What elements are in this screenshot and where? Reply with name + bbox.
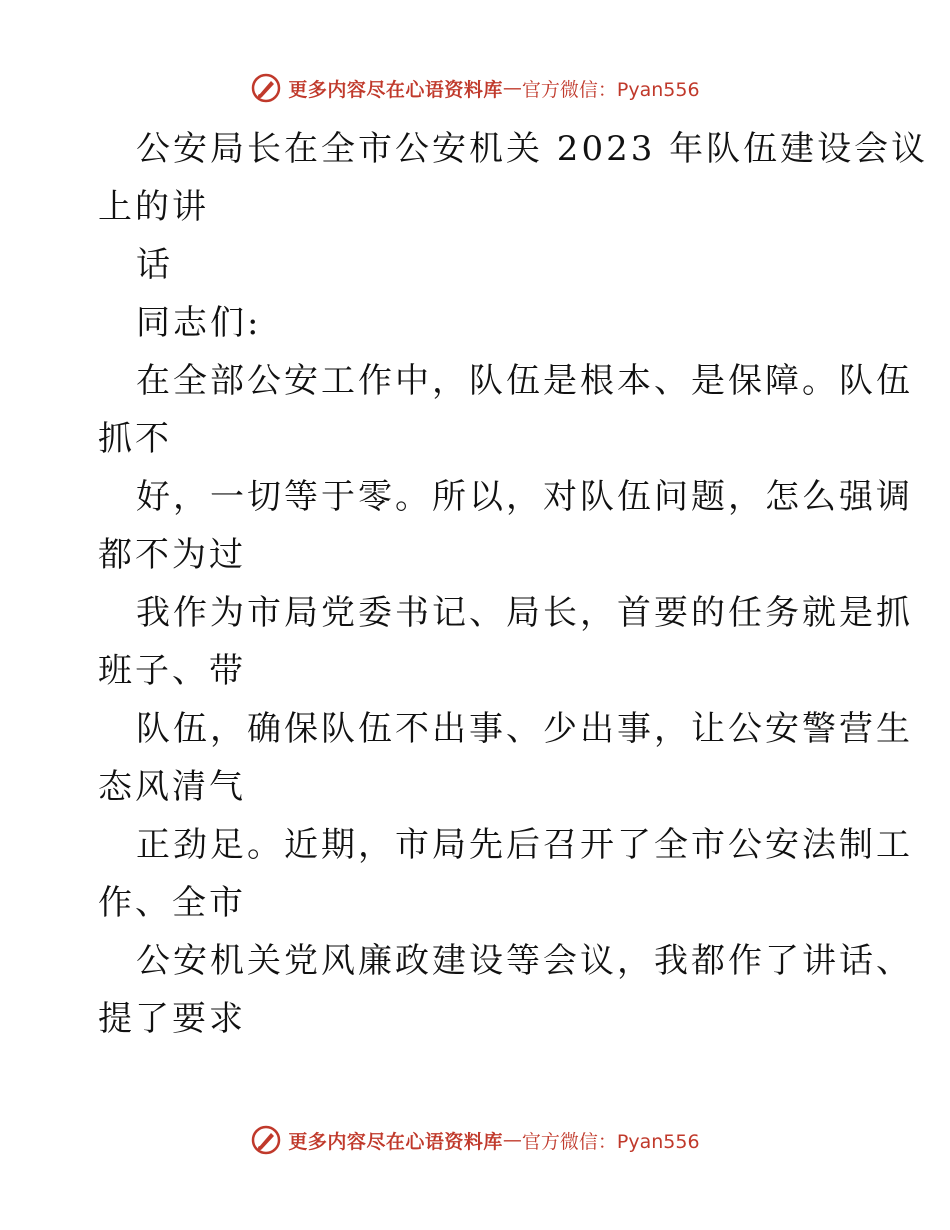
text-line: 话 — [136, 245, 173, 285]
banner-contact: 官方微信：Pyan556 — [521, 78, 700, 101]
banner-dash: — — [502, 1129, 522, 1151]
text-line: 在全部公安工作中，队伍是根本、是保障。队伍 — [136, 361, 913, 401]
text-line: 态风清气 — [98, 767, 246, 807]
banner-text: 更多内容尽在心语资料库 — [288, 1130, 503, 1153]
text-line: 队伍，确保队伍不出事、少出事，让公安警营生 — [136, 709, 913, 749]
text-line: 好，一切等于零。所以，对队伍问题，怎么强调 — [136, 477, 913, 517]
banner-contact: 官方微信：Pyan556 — [521, 1130, 700, 1153]
pen-logo-icon — [250, 72, 282, 104]
banner-dash: — — [502, 77, 522, 99]
pen-logo-icon — [250, 1124, 282, 1156]
text-line: 我作为市局党委书记、局长，首要的任务就是抓 — [136, 593, 913, 633]
text-line: 公安机关党风廉政建设等会议，我都作了讲话、 — [136, 941, 913, 981]
text-line: 抓不 — [98, 419, 172, 459]
text-line: 都不为过 — [98, 535, 246, 575]
document-body — [98, 120, 929, 1048]
text-line: 提了要求 — [98, 999, 246, 1039]
footer-watermark-banner — [0, 1124, 950, 1156]
banner-text: 更多内容尽在心语资料库 — [288, 78, 503, 101]
header-watermark-banner — [0, 72, 950, 104]
text-line: 上的讲 — [98, 187, 209, 227]
text-line: 班子、带 — [98, 651, 246, 691]
text-line: 正劲足。近期，市局先后召开了全市公安法制工 — [136, 825, 913, 865]
text-line: 公安局长在全市公安机关 2023 年队伍建设会议 — [136, 129, 929, 169]
text-line: 作、全市 — [98, 883, 246, 923]
text-line: 同志们: — [136, 303, 262, 343]
